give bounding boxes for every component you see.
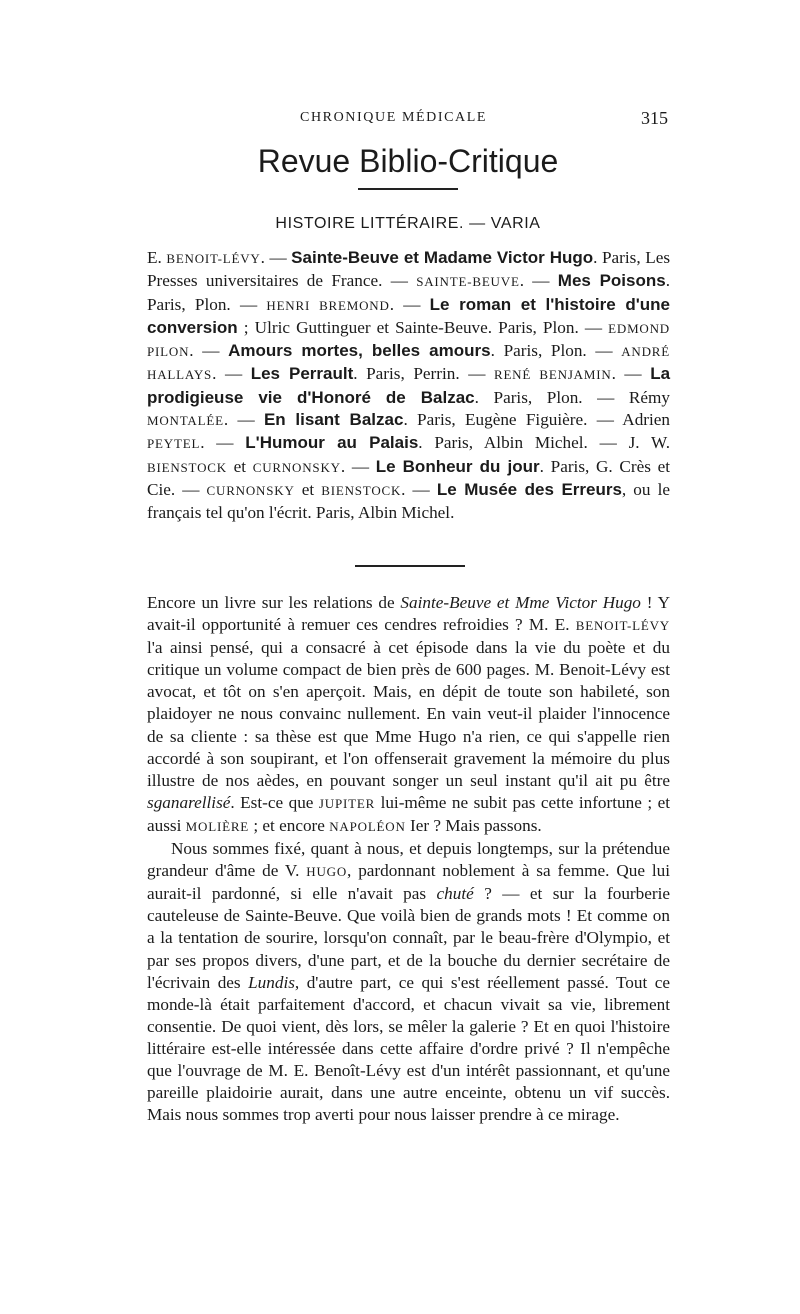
text-run: ! Y avait-il opportunité à remuer ces cendres refroidies ? M. E. bbox=[147, 593, 670, 635]
book-title: Sainte-Beuve et Madame Victor Hugo bbox=[291, 248, 594, 267]
proper-name: MOLIÈRE bbox=[185, 818, 250, 834]
book-title: La prodigieuse vie d'Honoré de Balzac bbox=[147, 364, 671, 407]
separator: . — bbox=[223, 410, 264, 430]
running-head bbox=[148, 108, 668, 132]
author-name: PEYTEL bbox=[147, 436, 201, 452]
separator: . — bbox=[519, 271, 558, 291]
paragraph bbox=[147, 592, 670, 838]
publisher-info: . Paris, Eugène Figuière. — Adrien bbox=[403, 410, 671, 430]
author-name: RENÉ BENJAMIN bbox=[493, 367, 612, 383]
title-rule bbox=[358, 188, 458, 190]
publisher-info: . Paris, G. Crès et Cie. — bbox=[147, 456, 671, 499]
text-run: Encore un livre sur les relations de bbox=[147, 593, 401, 612]
book-title: En lisant Balzac bbox=[263, 410, 404, 430]
book-title: L'Humour au Palais bbox=[245, 433, 419, 453]
italic-word: sganarellisé bbox=[147, 792, 231, 812]
bibliography-block bbox=[147, 247, 670, 525]
author-name: HENRI BREMOND bbox=[266, 297, 390, 313]
book-title: Les Perrault bbox=[250, 364, 354, 384]
paragraph bbox=[147, 838, 670, 1126]
separator: . — bbox=[340, 456, 376, 476]
page-number: 315 bbox=[641, 108, 668, 128]
author-name: BIENSTOCK bbox=[321, 482, 402, 498]
conjunction: et bbox=[294, 479, 322, 499]
separator: . — bbox=[260, 248, 292, 267]
italic-word: chuté bbox=[436, 884, 474, 904]
text-run: ? — et sur la fourberie cauteleuse de Sainte-Beuve. Que voilà bien de grands mots ! Et comme on a la tentation de sourire, lorsqu'on connaît, par le beau-frère d'Olympio, et par ses propos divers, d'une part, et de la bouche du dernier secrétaire de l'écrivain des bbox=[147, 884, 670, 992]
author-name: CURNONSKY bbox=[252, 459, 341, 475]
text-run: Nous sommes fixé, quant à nous, et depuis longtemps, sur la prétendue grandeur d'âme de V. bbox=[147, 839, 670, 881]
conjunction: et bbox=[226, 456, 253, 476]
separator: . — bbox=[401, 479, 437, 499]
publisher-info: . Paris, Plon. — bbox=[490, 341, 622, 361]
proper-name: HUGO bbox=[306, 864, 348, 880]
work-title: Sainte-Beuve et Mme Victor Hugo bbox=[400, 593, 641, 612]
book-title: Amours mortes, belles amours bbox=[228, 341, 491, 361]
author-name: SAINTE-BEUVE bbox=[416, 274, 520, 290]
section-heading: HISTOIRE LITTÉRAIRE. — VARIA bbox=[275, 215, 541, 232]
running-title: CHRONIQUE MÉDICALE bbox=[300, 110, 488, 125]
page-title: Revue Biblio-Critique bbox=[257, 143, 559, 179]
text-run: E. bbox=[147, 248, 167, 267]
publisher-info: . Paris, Les Presses universitaires de France. — bbox=[147, 248, 671, 291]
proper-name: JUPITER bbox=[318, 795, 376, 811]
separator: . — bbox=[611, 364, 651, 384]
text-run: Ier ? Mais passons. bbox=[405, 815, 542, 835]
author-name: ANDRÉ HALLAYS bbox=[147, 344, 671, 383]
proper-name: NAPOLÉON bbox=[329, 818, 406, 834]
author-name: BENOIT-LÉVY bbox=[575, 618, 670, 634]
publisher-info: . Paris, Plon. — bbox=[147, 271, 671, 314]
publisher-info: ; Ulric Guttinguer et Sainte-Beuve. Paris, Plon. — bbox=[237, 317, 609, 337]
publisher-info: . Paris, Perrin. — bbox=[353, 364, 494, 384]
separator: . — bbox=[212, 364, 251, 384]
text-run: , pardonnant noblement à sa femme. Que lui aurait-il pardonné, si elle n'avait pas bbox=[147, 861, 670, 904]
publisher-info: . Paris, Plon. — Rémy bbox=[474, 387, 670, 407]
separator: . — bbox=[389, 294, 430, 314]
author-name: BENOIT-LÉVY bbox=[166, 251, 261, 266]
publisher-info: . Paris, Albin Michel. — J. W. bbox=[418, 433, 670, 453]
author-name: BIENSTOCK bbox=[147, 459, 227, 475]
text-run: l'a ainsi pensé, qui a consacré à cet épisode dans la vie du poète et du critique un volume compact de bien près de 600 pages. M. Benoit-Lévy est avocat, et tôt on s'en aperçoit. Mais, en dépit de toute son habileté, son plaidoyer ne nous convainc nullement. En vain veut-il plaider l'innocence de sa cliente : sa thèse est que Mme Hugo n'a rien, ce qui s'appelle rien accordé à son soupirant, et l'on offenserait gravement la mémoire du plus illustre de nos aèdes, en pouvant songer un seul instant qu'il ait pu être bbox=[147, 638, 670, 790]
separator: . — bbox=[200, 433, 246, 453]
book-title: Le roman et l'histoire d'une conversion bbox=[147, 294, 670, 337]
publisher-info: , ou le français tel qu'on l'écrit. Paris, Albin Michel. bbox=[147, 479, 670, 523]
section-divider bbox=[355, 565, 465, 567]
text-run: ; et encore bbox=[249, 815, 330, 835]
book-title: Le Bonheur du jour bbox=[375, 456, 540, 476]
author-name: CURNONSKY bbox=[206, 482, 295, 498]
article-body bbox=[147, 592, 670, 1126]
book-title: Le Musée des Erreurs bbox=[436, 479, 622, 499]
author-name: EDMOND PILON bbox=[147, 320, 670, 360]
text-run: lui-même ne subit pas cette infortune ; et aussi bbox=[147, 792, 670, 835]
work-title: Lundis bbox=[248, 972, 295, 992]
text-run: , d'autre part, ce qui s'est réellement passé. Tout ce monde-là était parfaitement d'accord, et chacun vivait sa vie, librement consentie. De quoi vient, dès lors, se mêler la galerie ? Et en quoi l'histoire littéraire est-elle intéressée dans cette affaire d'ordre privé ? Il n'empêche que l'ouvrage de M. E. Benoît-Lévy est d'un intérêt passionnant, et qu'une pareille plaidoirie aurait, dans une autre enceinte, obtenu un vif succès. Mais nous sommes trop averti pour nous laisser prendre à ce mirage. bbox=[147, 972, 670, 1125]
author-name: MONTALÉE bbox=[147, 413, 224, 429]
book-title: Mes Poisons bbox=[557, 271, 666, 291]
separator: . — bbox=[189, 341, 229, 361]
text-run: . Est-ce que bbox=[230, 792, 319, 812]
